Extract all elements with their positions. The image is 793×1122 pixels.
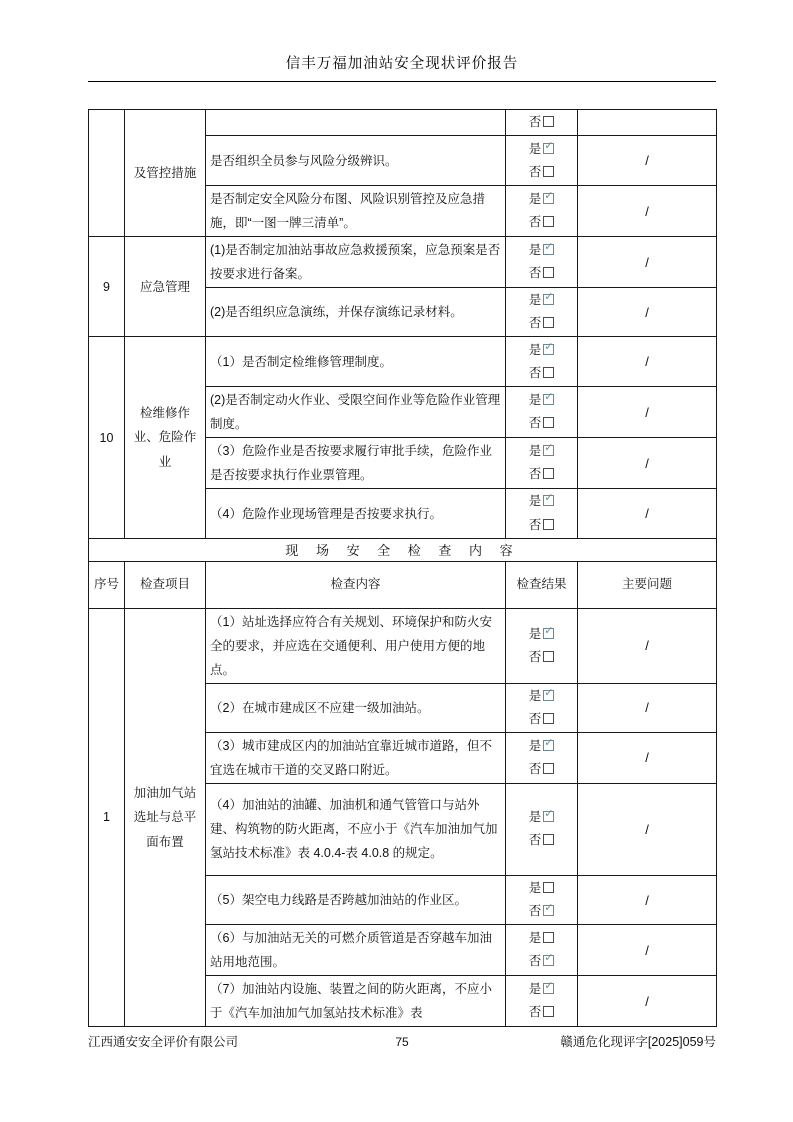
no-checkbox (543, 651, 554, 662)
result-cell (506, 608, 578, 683)
result-cell (506, 110, 578, 136)
no-checkbox (543, 116, 554, 127)
yes-label: 是 (528, 293, 542, 308)
issue-cell: / (578, 875, 717, 924)
issue-cell: / (578, 136, 717, 186)
result-cell (506, 783, 578, 875)
yes-label: 是 (528, 192, 542, 206)
header-item: 检查项目 (125, 561, 206, 608)
content-cell: （4）危险作业现场管理是否按要求执行。 (206, 489, 506, 538)
safety-checklist-table (88, 109, 717, 1027)
yes-label: 是 (528, 626, 542, 641)
table-row (89, 337, 717, 387)
issue-cell: / (578, 237, 717, 288)
issue-cell (578, 110, 717, 136)
no-label: 否 (528, 1005, 542, 1020)
result-cell (506, 186, 578, 237)
no-checkbox (543, 267, 554, 278)
no-checkbox (543, 417, 554, 428)
table-row (89, 110, 717, 136)
content-cell: （2）在城市建成区不应建一级加油站。 (206, 683, 506, 732)
issue-cell: / (578, 387, 717, 438)
yes-label: 是 (528, 982, 542, 996)
no-label: 否 (528, 365, 542, 380)
header-content: 检查内容 (206, 561, 506, 608)
yes-label: 是 (528, 393, 542, 408)
yes-label: 是 (528, 880, 542, 895)
content-cell: （1）站址选择应符合有关规划、环境保护和防火安全的要求，并应选在交通便利、用户使用方便的地点。 (206, 608, 506, 683)
yes-checkbox (543, 244, 554, 255)
yes-label: 是 (528, 342, 542, 357)
yes-checkbox (543, 628, 554, 639)
result-cell (506, 237, 578, 288)
result-cell (506, 337, 578, 387)
content-cell: （3）城市建成区内的加油站宜靠近城市道路，但不宜选在城市干道的交叉路口附近。 (206, 732, 506, 783)
no-checkbox (543, 763, 554, 774)
no-label: 否 (528, 416, 542, 431)
yes-checkbox (543, 193, 554, 204)
yes-label: 是 (528, 688, 542, 703)
no-label: 否 (528, 316, 542, 331)
no-checkbox (543, 166, 554, 177)
yes-label: 是 (528, 931, 542, 945)
yes-checkbox (543, 690, 554, 701)
result-cell (506, 875, 578, 924)
no-checkbox (543, 955, 554, 966)
yes-checkbox (543, 445, 554, 456)
item-cell: 加油加气站选址与总平面布置 (125, 608, 206, 1027)
issue-cell: / (578, 683, 717, 732)
result-cell (506, 732, 578, 783)
no-label: 否 (528, 833, 542, 848)
no-label: 否 (528, 904, 542, 918)
yes-label: 是 (528, 738, 542, 753)
yes-label: 是 (528, 494, 542, 509)
no-checkbox (543, 1006, 554, 1017)
no-label: 否 (528, 954, 542, 969)
yes-checkbox (543, 932, 554, 943)
no-label: 否 (528, 517, 542, 532)
result-cell (506, 438, 578, 489)
yes-checkbox (543, 394, 554, 405)
content-cell: 是否组织全员参与风险分级辨识。 (206, 136, 506, 186)
section-title-row (89, 538, 717, 561)
issue-cell: / (578, 489, 717, 538)
no-label: 否 (528, 266, 542, 281)
item-cell: 及管控措施 (125, 110, 206, 237)
yes-checkbox (543, 882, 554, 893)
no-label: 否 (528, 164, 542, 179)
content-cell: （6）与加油站无关的可燃介质管道是否穿越车加油站用地范围。 (206, 925, 506, 976)
issue-cell: / (578, 976, 717, 1027)
report-title: 信丰万福加油站安全现状评价报告 (285, 56, 519, 72)
issue-cell: / (578, 288, 717, 337)
footer-company: 江西通安安全评价有限公司 (88, 1035, 239, 1049)
content-cell: （3）危险作业是否按要求履行审批手续，危险作业是否按要求执行作业票管理。 (206, 438, 506, 489)
content-cell (206, 110, 506, 136)
content-cell: （4）加油站的油罐、加油机和通气管管口与站外建、构筑物的防火距离，不应小于《汽车加油加气加氢站技术标准》表 4.0.4-表 4.0.8 的规定。 (206, 783, 506, 875)
yes-label: 是 (528, 444, 542, 459)
yes-label: 是 (528, 243, 542, 257)
result-cell (506, 288, 578, 337)
no-checkbox (543, 468, 554, 479)
result-cell (506, 489, 578, 538)
no-label: 否 (528, 467, 542, 482)
result-cell (506, 136, 578, 186)
content-cell: 是否制定安全风险分布图、风险识别管控及应急措施，即“一图一牌三清单”。 (206, 186, 506, 237)
table-row (89, 608, 717, 683)
issue-cell: / (578, 783, 717, 875)
no-label: 否 (528, 115, 542, 129)
page-content (88, 52, 716, 1027)
content-cell: （1）是否制定检维修管理制度。 (206, 337, 506, 387)
no-label: 否 (528, 761, 542, 776)
seq-cell (89, 110, 125, 237)
header-result: 检查结果 (506, 561, 578, 608)
yes-label: 是 (528, 141, 542, 156)
content-cell: (1)是否制定加油站事故应急救援预案，应急预案是否按要求进行备案。 (206, 237, 506, 288)
seq-cell: 10 (89, 337, 125, 538)
result-cell (506, 925, 578, 976)
seq-cell: 1 (89, 608, 125, 1027)
yes-checkbox (543, 344, 554, 355)
title-rule (88, 81, 716, 82)
result-cell (506, 976, 578, 1027)
footer-doc-number: 赣通危化现评字[2025]059号 (560, 1035, 716, 1049)
content-cell: (2)是否制定动火作业、受限空间作业等危险作业管理制度。 (206, 387, 506, 438)
header-issue: 主要问题 (578, 561, 717, 608)
seq-cell: 9 (89, 237, 125, 337)
no-label: 否 (528, 215, 542, 230)
yes-checkbox (543, 495, 554, 506)
no-checkbox (543, 519, 554, 530)
issue-cell: / (578, 337, 717, 387)
no-checkbox (543, 905, 554, 916)
yes-checkbox (543, 983, 554, 994)
no-checkbox (543, 367, 554, 378)
no-label: 否 (528, 649, 542, 664)
issue-cell: / (578, 925, 717, 976)
yes-checkbox (543, 740, 554, 751)
issue-cell: / (578, 438, 717, 489)
section-title: 现 场 安 全 检 查 内 容 (89, 538, 717, 561)
page-footer (88, 1032, 716, 1050)
table-row (89, 237, 717, 288)
yes-checkbox (543, 294, 554, 305)
page-number: 75 (395, 1035, 409, 1049)
item-cell: 检维修作业、危险作业 (125, 337, 206, 538)
no-checkbox (543, 216, 554, 227)
issue-cell: / (578, 608, 717, 683)
no-checkbox (543, 317, 554, 328)
no-checkbox (543, 713, 554, 724)
result-cell (506, 683, 578, 732)
header-seq: 序号 (89, 561, 125, 608)
issue-cell: / (578, 732, 717, 783)
no-label: 否 (528, 711, 542, 726)
content-cell: (2)是否组织应急演练，并保存演练记录材料。 (206, 288, 506, 337)
result-cell (506, 387, 578, 438)
issue-cell: / (578, 186, 717, 237)
yes-label: 是 (528, 810, 542, 825)
content-cell: （5）架空电力线路是否跨越加油站的作业区。 (206, 875, 506, 924)
column-header-row (89, 561, 717, 608)
yes-checkbox (543, 143, 554, 154)
content-cell: （7）加油站内设施、装置之间的防火距离，不应小于《汽车加油加气加氢站技术标准》表 (206, 976, 506, 1027)
item-cell: 应急管理 (125, 237, 206, 337)
no-checkbox (543, 834, 554, 845)
yes-checkbox (543, 811, 554, 822)
